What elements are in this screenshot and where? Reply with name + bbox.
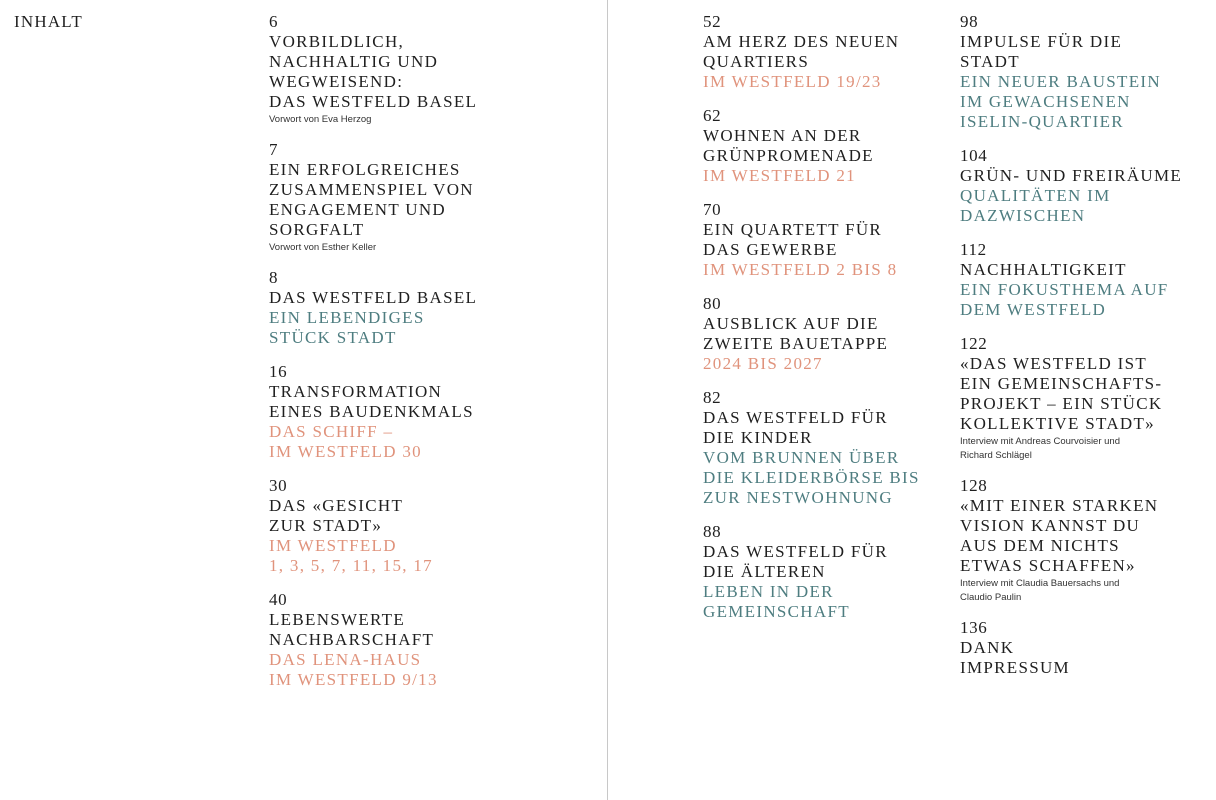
toc-entry [960,12,1210,132]
entry-title [269,610,569,650]
title-line: AUSBLICK AUF DIE [703,314,879,333]
page-number: 82 [703,388,722,407]
title-line: ZWEITE BAUETAPPE [703,334,889,353]
entry-title [703,126,953,166]
title-line: DANK [960,638,1015,657]
note-line: Interview mit Andreas Courvoisier und [960,436,1120,447]
entry-subtitle [269,650,569,690]
subtitle-line: DAZWISCHEN [960,206,1086,225]
toc-column-3 [960,12,1210,692]
title-line: SORGFALT [269,220,365,239]
entry-subtitle [703,260,953,280]
toc-entry [960,476,1210,604]
entry-note [960,435,1210,462]
page-number: 128 [960,476,988,495]
title-line: QUARTIERS [703,52,810,71]
toc-entry [269,12,569,126]
page-number: 40 [269,590,288,609]
title-line: DAS «GESICHT [269,496,404,515]
subtitle-line: IM WESTFELD 21 [703,166,856,185]
title-line: NACHHALTIGKEIT [960,260,1127,279]
toc-column-1 [269,12,569,704]
subtitle-line: ZUR NESTWOHNUNG [703,488,893,507]
page-number: 70 [703,200,722,219]
entry-title [960,638,1210,678]
subtitle-line: IM WESTFELD 30 [269,442,422,461]
entry-title [960,354,1210,434]
note-line: Vorwort von Esther Keller [269,242,377,253]
title-line: WOHNEN AN DER [703,126,862,145]
note-line: Vorwort von Eva Herzog [269,114,372,125]
note-line: Richard Schlägel [960,450,1032,461]
subtitle-line: VOM BRUNNEN ÜBER [703,448,900,467]
entry-subtitle [269,308,569,348]
page-number: 6 [269,12,279,31]
page-number: 30 [269,476,288,495]
page-number: 16 [269,362,288,381]
toc-entry [703,12,953,92]
title-line: ZUR STADT» [269,516,383,535]
entry-subtitle [960,280,1210,320]
entry-subtitle [960,72,1210,132]
page-number: 52 [703,12,722,31]
toc-entry [703,106,953,186]
title-line: ETWAS SCHAFFEN» [960,556,1136,575]
page-number: 112 [960,240,987,259]
page-number: 98 [960,12,979,31]
title-line: STADT [960,52,1020,71]
spread-divider [607,0,608,800]
entry-subtitle [703,166,953,186]
title-line: GRÜN- UND FREIRÄUME [960,166,1183,185]
subtitle-line: 1, 3, 5, 7, 11, 15, 17 [269,556,433,575]
toc-entry [960,618,1210,678]
toc-entry [960,240,1210,320]
entry-title [960,260,1210,280]
entry-title [269,382,569,422]
title-line: DAS GEWERBE [703,240,838,259]
entry-title [703,314,953,354]
title-line: TRANSFORMATION [269,382,443,401]
subtitle-line: EIN LEBENDIGES [269,308,425,327]
title-line: DAS WESTFELD BASEL [269,288,478,307]
subtitle-line: GEMEINSCHAFT [703,602,850,621]
page-number: 104 [960,146,988,165]
entry-note [269,241,569,254]
toc-entry [703,388,953,508]
title-line: VORBILDLICH, [269,32,405,51]
title-line: DAS WESTFELD BASEL [269,92,478,111]
title-line: PROJEKT – EIN STÜCK [960,394,1163,413]
subtitle-line: DAS LENA-HAUS [269,650,422,669]
page-number: 62 [703,106,722,125]
subtitle-line: DAS SCHIFF – [269,422,394,441]
contents-heading: INHALT [14,12,83,31]
page-number: 136 [960,618,988,637]
title-line: ENGAGEMENT UND [269,200,447,219]
title-line: KOLLEKTIVE STADT» [960,414,1155,433]
toc-entry [269,140,569,254]
page-number: 122 [960,334,988,353]
title-line: NACHHALTIG UND [269,52,439,71]
subtitle-line: IM WESTFELD [269,536,397,555]
entry-subtitle [703,72,953,92]
title-line: DAS WESTFELD FÜR [703,408,888,427]
note-line: Claudio Paulin [960,592,1022,603]
title-line: DIE KINDER [703,428,813,447]
page-number: 80 [703,294,722,313]
title-line: AUS DEM NICHTS [960,536,1120,555]
subtitle-line: IM WESTFELD 9/13 [269,670,438,689]
note-line: Interview mit Claudia Bauersachs und [960,578,1120,589]
title-line: «DAS WESTFELD IST [960,354,1148,373]
title-line: EIN GEMEINSCHAFTS- [960,374,1163,393]
entry-title [269,288,569,308]
entry-subtitle [269,536,569,576]
page-number: 7 [269,140,279,159]
title-line: GRÜNPROMENADE [703,146,874,165]
entry-subtitle [960,186,1210,226]
toc-entry [269,268,569,348]
subtitle-line: IM GEWACHSENEN [960,92,1131,111]
title-line: LEBENSWERTE [269,610,406,629]
toc-entry [269,362,569,462]
entry-title [960,166,1210,186]
subtitle-line: QUALITÄTEN IM [960,186,1111,205]
subtitle-line: DEM WESTFELD [960,300,1107,319]
entry-title [269,32,569,112]
entry-title [269,160,569,240]
page-number: 8 [269,268,279,287]
title-line: WEGWEISEND: [269,72,404,91]
right-page [609,0,1216,800]
subtitle-line: EIN NEUER BAUSTEIN [960,72,1161,91]
entry-subtitle [703,582,953,622]
subtitle-line: STÜCK STADT [269,328,397,347]
entry-subtitle [703,354,953,374]
page-number: 88 [703,522,722,541]
title-line: DIE ÄLTEREN [703,562,826,581]
title-line: AM HERZ DES NEUEN [703,32,900,51]
title-line: IMPRESSUM [960,658,1070,677]
entry-title [960,32,1210,72]
title-line: IMPULSE FÜR DIE [960,32,1123,51]
subtitle-line: DIE KLEIDERBÖRSE BIS [703,468,920,487]
title-line: DAS WESTFELD FÜR [703,542,888,561]
toc-entry [269,590,569,690]
toc-column-2 [703,12,953,636]
entry-title [703,542,953,582]
toc-entry [703,522,953,622]
subtitle-line: 2024 BIS 2027 [703,354,823,373]
entry-title [703,32,953,72]
title-line: EINES BAUDENKMALS [269,402,474,421]
subtitle-line: EIN FOKUSTHEMA AUF [960,280,1169,299]
toc-entry [269,476,569,576]
entry-subtitle [269,422,569,462]
entry-subtitle [703,448,953,508]
subtitle-line: IM WESTFELD 2 BIS 8 [703,260,898,279]
subtitle-line: IM WESTFELD 19/23 [703,72,882,91]
toc-entry [703,294,953,374]
left-page [0,0,607,800]
entry-title [960,496,1210,576]
entry-title [703,220,953,260]
entry-note [960,577,1210,604]
subtitle-line: ISELIN-QUARTIER [960,112,1124,131]
toc-entry [703,200,953,280]
entry-title [703,408,953,448]
toc-entry [960,146,1210,226]
toc-entry [960,334,1210,462]
title-line: «MIT EINER STARKEN [960,496,1159,515]
title-line: EIN QUARTETT FÜR [703,220,883,239]
title-line: NACHBARSCHAFT [269,630,435,649]
title-line: EIN ERFOLGREICHES [269,160,461,179]
entry-title [269,496,569,536]
title-line: ZUSAMMENSPIEL VON [269,180,474,199]
entry-note [269,113,569,126]
subtitle-line: LEBEN IN DER [703,582,834,601]
title-line: VISION KANNST DU [960,516,1141,535]
